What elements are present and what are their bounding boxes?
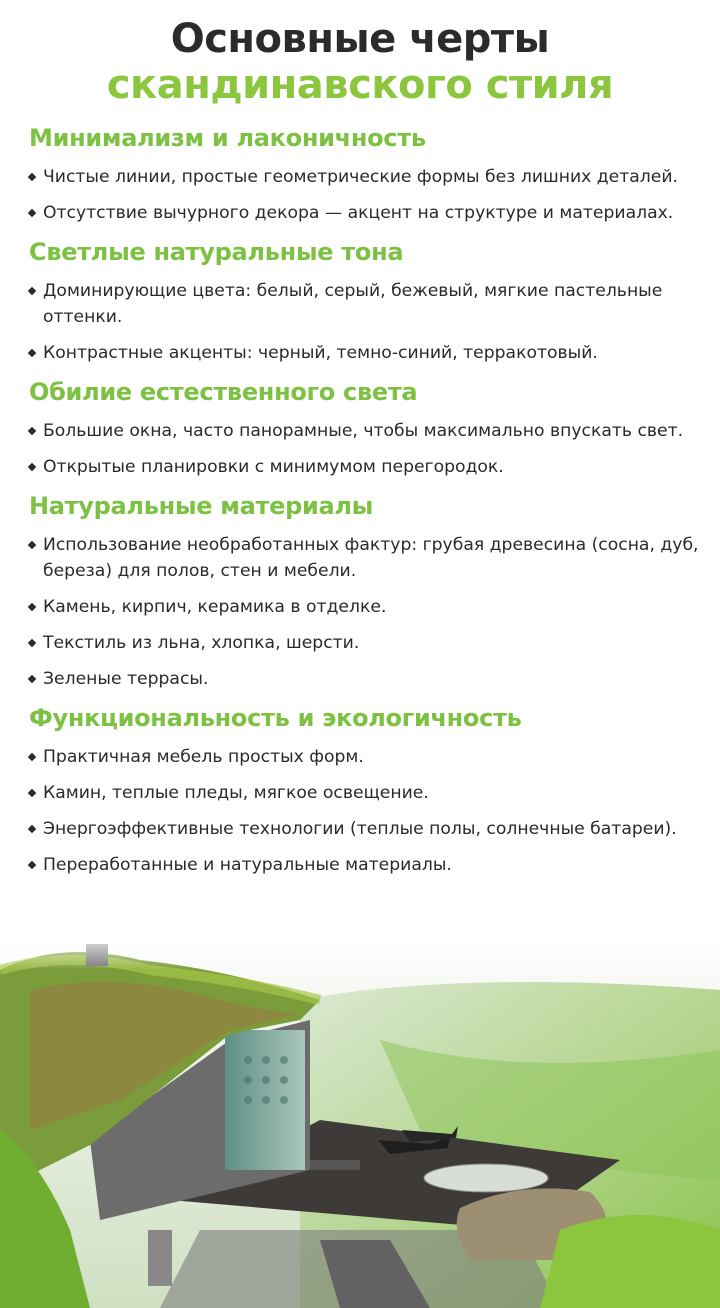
list-item <box>29 200 699 226</box>
diamond-bullet-icon <box>28 209 36 217</box>
list-item <box>29 780 699 806</box>
list-item-text: Открытые планировки с минимумом перегородок. <box>43 457 504 477</box>
list-item-text: Доминирующие цвета: белый, серый, бежевый, мягкие пастельные оттенки. <box>43 281 663 327</box>
list-item-text: Чистые линии, простые геометрические формы без лишних деталей. <box>43 167 678 187</box>
list-item-text: Камин, теплые пледы, мягкое освещение. <box>43 783 429 803</box>
list-item-text: Практичная мебель простых форм. <box>43 747 364 767</box>
list-item-text: Энергоэффективные технологии (теплые полы, солнечные батареи). <box>43 819 677 839</box>
section-heading: Светлые натуральные тона <box>29 238 404 266</box>
list-item <box>29 278 699 330</box>
section-heading: Обилие естественного света <box>29 378 418 406</box>
list-item <box>29 744 699 770</box>
page-title-line-2: скандинавского стиля <box>106 62 614 108</box>
diamond-bullet-icon <box>28 789 36 797</box>
list-item-text: Большие окна, часто панорамные, чтобы максимально впускать свет. <box>43 421 684 441</box>
diamond-bullet-icon <box>28 825 36 833</box>
diamond-bullet-icon <box>28 287 36 295</box>
section-natural-materials <box>29 492 699 692</box>
bullet-list <box>29 532 699 692</box>
list-item-text: Камень, кирпич, керамика в отделке. <box>43 597 387 617</box>
list-item <box>29 816 699 842</box>
diamond-bullet-icon <box>28 463 36 471</box>
bullet-list <box>29 744 699 878</box>
list-item <box>29 340 699 366</box>
diamond-bullet-icon <box>28 639 36 647</box>
diamond-bullet-icon <box>28 603 36 611</box>
section-natural-light <box>29 378 699 480</box>
section-functionality <box>29 704 699 878</box>
diamond-bullet-icon <box>28 349 36 357</box>
bullet-list <box>29 418 699 480</box>
list-item <box>29 454 699 480</box>
list-item <box>29 630 699 656</box>
page-title-line-1: Основные черты <box>170 16 550 62</box>
bullet-list <box>29 278 699 366</box>
list-item <box>29 418 699 444</box>
list-item-text: Отсутствие вычурного декора — акцент на структуре и материалах. <box>43 203 674 223</box>
list-item-text: Переработанные и натуральные материалы. <box>43 855 452 875</box>
section-heading: Натуральные материалы <box>29 492 374 520</box>
content <box>29 124 699 890</box>
list-item-text: Использование необработанных фактур: грубая древесина (сосна, дуб, береза) для полов, стен и мебели. <box>43 535 699 581</box>
list-item <box>29 164 699 190</box>
section-minimalism <box>29 124 699 226</box>
diamond-bullet-icon <box>28 675 36 683</box>
list-item-text: Текстиль из льна, хлопка, шерсти. <box>43 633 360 653</box>
diamond-bullet-icon <box>28 753 36 761</box>
list-item <box>29 852 699 878</box>
diamond-bullet-icon <box>28 173 36 181</box>
section-heading: Минимализм и лаконичность <box>29 124 426 152</box>
section-heading: Функциональность и экологичность <box>29 704 522 732</box>
list-item <box>29 532 699 584</box>
diamond-bullet-icon <box>28 861 36 869</box>
list-item-text: Зеленые террасы. <box>43 669 209 689</box>
bullet-list <box>29 164 699 226</box>
list-item-text: Контрастные акценты: черный, темно-синий, терракотовый. <box>43 343 598 363</box>
house-with-green-roof-photo <box>0 930 720 1308</box>
diamond-bullet-icon <box>28 541 36 549</box>
diamond-bullet-icon <box>28 427 36 435</box>
section-light-tones <box>29 238 699 366</box>
list-item <box>29 666 699 692</box>
list-item <box>29 594 699 620</box>
